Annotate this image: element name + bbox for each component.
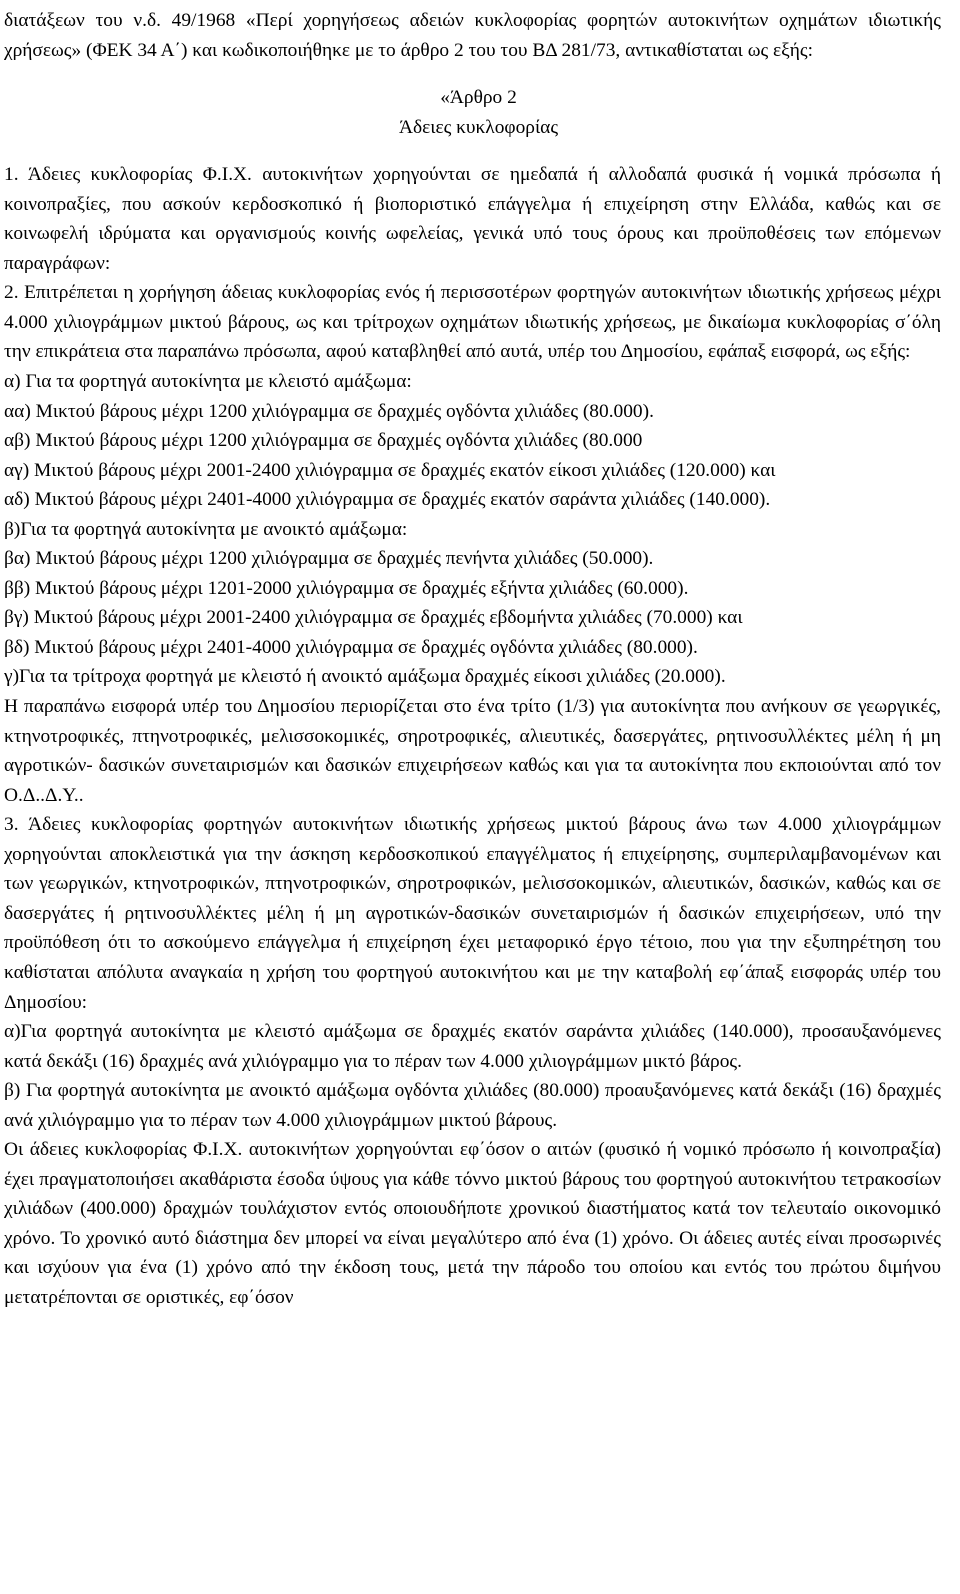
document-page [4, 6, 941, 1313]
list-item-aa: αα) Μικτού βάρους μέχρι 1200 χιλιόγραμμα σε δραχμές ογδόντα χιλιάδες (80.000). [4, 400, 654, 422]
list-item-bg: βγ) Μικτού βάρους μέχρι 2001-2400 χιλιόγραμμα σε δραχμές εβδομήντα χιλιάδες (70.000) και [4, 607, 743, 629]
article-title: «Άρθρο 2 [440, 87, 517, 109]
licenses-paragraph: Οι άδειες κυκλοφορίας Φ.Ι.Χ. αυτοκινήτων χορηγούνται εφ΄όσον ο αιτών (φυσικό ή νομικό πρόσωπο ή κοινοπραξία) έχει πραγματοποιήσει ακαθάριστα έσοδα ύψους για κάθε τόννο μικτού βάρους του φορτηγού αυτοκινήτου τετρακοσίων χιλιάδων (400.000) δραχμών τουλάχιστον εντός οποιουδήποτε χρονικού διαστήματος κατά τον τελευταίο οικονομικό χρόνο. Το χρονικό αυτό διάστημα δεν μπορεί να είναι μεγαλύτερο από ένα (1) χρόνο. Οι άδειες αυτές είναι προσωρινές και ισχύουν για ένα (1) χρόνο από την έκδοση τους, μετά την πάροδο του οποίου και εντός του πρώτου διμήνου μετατρέπονται σε οριστικές, εφ΄όσον [4, 1139, 941, 1308]
list-item-ad: αδ) Μικτού βάρους μέχρι 2401-4000 χιλιόγραμμα σε δραχμές εκατόν σαράντα χιλιάδες (140.000). [4, 489, 771, 511]
reduction-paragraph: Η παραπάνω εισφορά υπέρ του Δημοσίου περιορίζεται στο ένα τρίτο (1/3) για αυτοκίνητα που ανήκουν σε γεωργικές, κτηνοτροφικές, πτηνοτροφικές, μελισσοκομικές, σηροτροφικές, αλιευτικές, δασεργάτες, ρητινοσυλλέκτες μέλη ή μη αγροτικών- δασικών συνεταιρισμών και δασικών επιχειρήσεων καθώς και για τα αυτοκίνητα που εκποιούνται από τον Ο.Δ..Δ.Υ.. [4, 696, 941, 806]
paragraph-3: 3. Άδειες κυκλοφορίας φορτηγών αυτοκινήτων ιδιωτικής χρήσεως μικτού βάρους άνω των 4.000 χιλιογράμμων χορηγούνται αποκλειστικά για την άσκηση κερδοσκοπικού επαγγέλματος ή επιχείρησης, συμπεριλαμβανομένων και των γεωργικών, κτηνοτροφικών, πτηνοτροφικών, σηροτροφικών, μελισσοκομικών, αλιευτικών, δασικών, καθώς και σε δασεργάτες ή ρητινοσυλλέκτες μέλη ή μη αγροτικών-δασικών συνεταιρισμών ή δασικών επιχειρήσεων, υπό την προϋπόθεση ότι το ασκούμενο επάγγελμα ή επιχείρηση έχει μεταφορικό έργο τέτοιο, που για την εξυπηρέτηση του καθίσταται απόλυτα αναγκαία η χρήση του φορτηγού αυτοκινήτου και με την καταβολή εφ΄άπαξ εισφοράς υπέρ του Δημοσίου: [4, 814, 941, 1013]
list-item-bd: βδ) Μικτού βάρους μέχρι 2401-4000 χιλιόγραμμα σε δραχμές ογδόντα χιλιάδες (80.000). [4, 636, 698, 658]
list-item-b: β)Για τα φορτηγά αυτοκίνητα με ανοικτό αμάξωμα: [4, 518, 408, 540]
paragraph-3-b: β) Για φορτηγά αυτοκίνητα με ανοικτό αμάξωμα ογδόντα χιλιάδες (80.000) προαυξανόμενες κατά δεκάξι (16) δραχμές ανά χιλιόγραμμο για το πέραν των 4.000 χιλιογράμμων μικτού βάρους. [4, 1080, 941, 1131]
list-item-ab: αβ) Μικτού βάρους μέχρι 1200 χιλιόγραμμα σε δραχμές ογδόντα χιλιάδες (80.000 [4, 430, 643, 452]
paragraph-1: 1. Άδειες κυκλοφορίας Φ.Ι.Χ. αυτοκινήτων χορηγούνται σε ημεδαπά ή αλλοδαπά φυσικά ή νομικά πρόσωπα ή κοινοπραξίες, που ασκούν κερδοσκοπικό ή βιοποριστικό επάγγελμα ή επιχείρηση στην Ελλάδα, καθώς και σε κοινωφελή ιδρύματα και οργανισμούς κοινής ωφελείας, γενικά υπό τους όρους και προϋποθέσεις των επόμενων παραγράφων: [4, 164, 941, 274]
paragraph-3-a: α)Για φορτηγά αυτοκίνητα με κλειστό αμάξωμα σε δραχμές εκατόν σαράντα χιλιάδες (140.000), προσαυξανόμενες κατά δεκάξι (16) δραχμές ανά χιλιόγραμμο για το πέραν των 4.000 χιλιογράμμων μικτό βάρος. [4, 1021, 941, 1072]
list-item-a: α) Για τα φορτηγά αυτοκίνητα με κλειστό αμάξωμα: [4, 371, 412, 393]
list-item-ba: βα) Μικτού βάρους μέχρι 1200 χιλιόγραμμα σε δραχμές πενήντα χιλιάδες (50.000). [4, 548, 654, 570]
list-item-g: γ)Για τα τρίτροχα φορτηγά με κλειστό ή ανοικτό αμάξωμα δραχμές είκοσι χιλιάδες (20.000). [4, 666, 726, 688]
list-item-ag: αγ) Μικτού βάρους μέχρι 2001-2400 χιλιόγραμμα σε δραχμές εκατόν είκοσι χιλιάδες (120.000) και [4, 459, 776, 481]
intro-paragraph: διατάξεων του ν.δ. 49/1968 «Περί χορηγήσεως αδειών κυκλοφορίας φορητών αυτοκινήτων οχημάτων ιδιωτικής χρήσεως» (ΦΕΚ 34 Α΄) και κωδικοποιήθηκε με το άρθρο 2 του του ΒΔ 281/73, αντικαθίσταται ως εξής: [4, 10, 941, 61]
list-item-bb: ββ) Μικτού βάρους μέχρι 1201-2000 χιλιόγραμμα σε δραχμές εξήντα χιλιάδες (60.000). [4, 577, 689, 599]
article-subtitle: Άδειες κυκλοφορίας [398, 116, 559, 138]
paragraph-2: 2. Επιτρέπεται η χορήγηση άδειας κυκλοφορίας ενός ή περισσοτέρων φορτηγών αυτοκινήτων ιδιωτικής χρήσεως μέχρι 4.000 χιλιογράμμων μικτού βάρους, ως και τρίτροχων οχημάτων ιδιωτικής χρήσεως, με δικαίωμα κυκλοφορίας σ΄όλη την επικράτεια στα παραπάνω πρόσωπα, αφού καταβληθεί από αυτά, υπέρ του Δημοσίου, εφάπαξ εισφορά, ως εξής: [4, 282, 941, 363]
